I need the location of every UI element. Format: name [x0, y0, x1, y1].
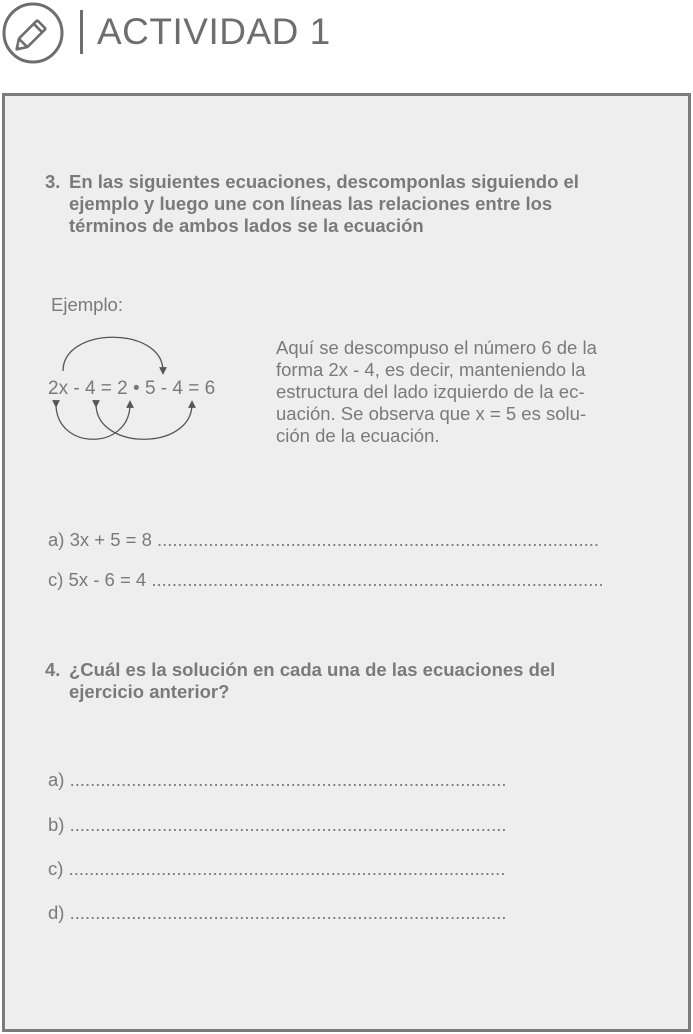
- header-divider: [80, 10, 83, 54]
- example-description-line: estructura del lado izquierdo de la ec-: [276, 381, 585, 402]
- pencil-icon: [2, 2, 64, 64]
- question-3-line: términos de ambos lados se la ecuación: [69, 215, 424, 236]
- question-4-title: [45, 659, 665, 707]
- answer-d-dots[interactable]: .....................................................................................: [69, 902, 507, 923]
- exercise-a-dots[interactable]: ......................................................................................: [157, 529, 600, 550]
- question-4-line: ejercicio anterior?: [69, 681, 230, 702]
- example-description-line: uación. Se observa que x = 5 es solu-: [276, 403, 587, 424]
- example-description-line: forma 2x - 4, es decir, manteniendo la: [276, 359, 586, 380]
- question-3-text: [69, 171, 659, 237]
- activity-header: [0, 0, 693, 70]
- answer-c-label: c): [48, 858, 69, 879]
- question-4-line: ¿Cuál es la solución en cada una de las ecuaciones del: [69, 659, 556, 680]
- answer-d-label: d): [48, 902, 70, 923]
- answer-a[interactable]: [48, 769, 538, 791]
- bottom-arrow-right: [96, 404, 192, 439]
- question-3-number: 3.: [45, 171, 61, 192]
- exercise-c-dots[interactable]: ........................................................................................: [151, 569, 604, 590]
- question-4-number: 4.: [45, 659, 61, 680]
- top-arrow: [63, 337, 163, 371]
- exercise-a-label: a) 3x + 5 = 8: [48, 529, 158, 550]
- example-description: [276, 337, 656, 447]
- answer-a-dots[interactable]: .....................................................................................: [69, 769, 507, 790]
- answer-a-label: a): [48, 769, 70, 790]
- exercise-c[interactable]: [48, 569, 638, 591]
- answer-b-dots[interactable]: .....................................................................................: [69, 814, 507, 835]
- question-3-line: ejemplo y luego une con líneas las relaciones entre los: [69, 193, 553, 214]
- question-3-line: En las siguientes ecuaciones, descomponlas siguiendo el: [69, 171, 579, 192]
- answer-d[interactable]: [48, 902, 538, 924]
- answer-b[interactable]: [48, 814, 538, 836]
- exercise-a[interactable]: [48, 529, 638, 551]
- activity-panel: [2, 93, 691, 1032]
- example-label: Ejemplo:: [51, 294, 123, 315]
- example-description-line: Aquí se descompuso el número 6 de la: [276, 337, 597, 358]
- page-title: ACTIVIDAD 1: [97, 11, 331, 52]
- answer-b-label: b): [48, 814, 70, 835]
- example-description-line: ción de la ecuación.: [276, 425, 440, 446]
- exercise-c-label: c) 5x - 6 = 4: [48, 569, 152, 590]
- question-4-text: [69, 659, 659, 703]
- question-3-title: [45, 171, 665, 241]
- answer-c[interactable]: [48, 858, 538, 880]
- answer-c-dots[interactable]: .....................................................................................: [68, 858, 506, 879]
- example-equation: 2x - 4 = 2 • 5 - 4 = 6: [48, 378, 216, 399]
